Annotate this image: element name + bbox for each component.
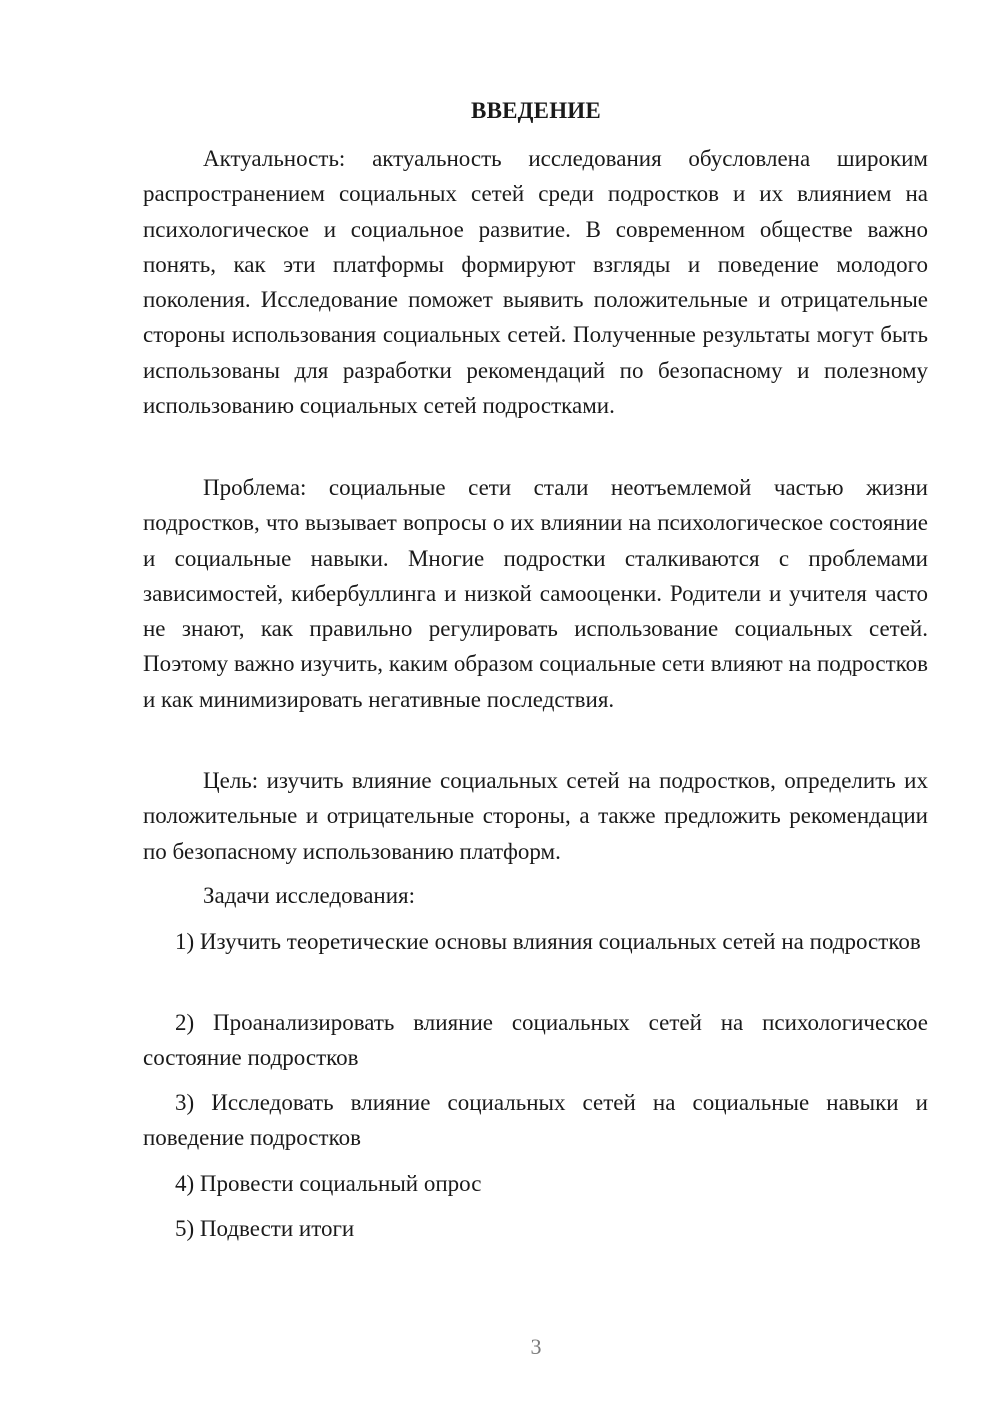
paragraph-problem: Проблема: социальные сети стали неотъемлемой частью жизни подростков, что вызывает вопросы о их влиянии на психологическое состояние и социальные навыки. Многие подростки сталкиваются с проблемами зависимостей, кибербуллинга и низкой самооценки. Родители и учителя часто не знают, как правильно регулировать использование социальных сетей. Поэтому важно изучить, каким образом социальные сети влияют на подростков и как минимизировать негативные последствия.: [143, 475, 928, 712]
section-heading: ВВЕДЕНИЕ: [471, 98, 601, 123]
task-item-2: 2) Проанализировать влияние социальных сетей на психологическое состояние подростков: [143, 1010, 928, 1071]
paragraph-goal: Цель: изучить влияние социальных сетей на подростков, определить их положительные и отрицательные стороны, а также предложить рекомендации по безопасному использованию платформ.: [143, 768, 928, 864]
page-number: 3: [530, 1334, 542, 1359]
task-item-1: 1) Изучить теоретические основы влияния социальных сетей на подростков: [175, 929, 921, 954]
paragraph-relevance: Актуальность: актуальность исследования обусловлена широким распространением социальных сетей среди подростков и их влиянием на психологическое и социальное развитие. В современном обществе важно понять, как эти платформы формируют взгляды и поведение молодого поколения. Исследование поможет выявить положительные и отрицательные стороны использования социальных сетей. Полученные результаты могут быть использованы для разработки рекомендаций по безопасному и полезному использованию социальных сетей подростками.: [143, 146, 928, 419]
task-item-3: 3) Исследовать влияние социальных сетей на социальные навыки и поведение подростков: [143, 1090, 928, 1151]
tasks-title: Задачи исследования:: [203, 883, 416, 908]
task-item-5: 5) Подвести итоги: [175, 1216, 355, 1241]
task-item-4: 4) Провести социальный опрос: [175, 1171, 482, 1196]
